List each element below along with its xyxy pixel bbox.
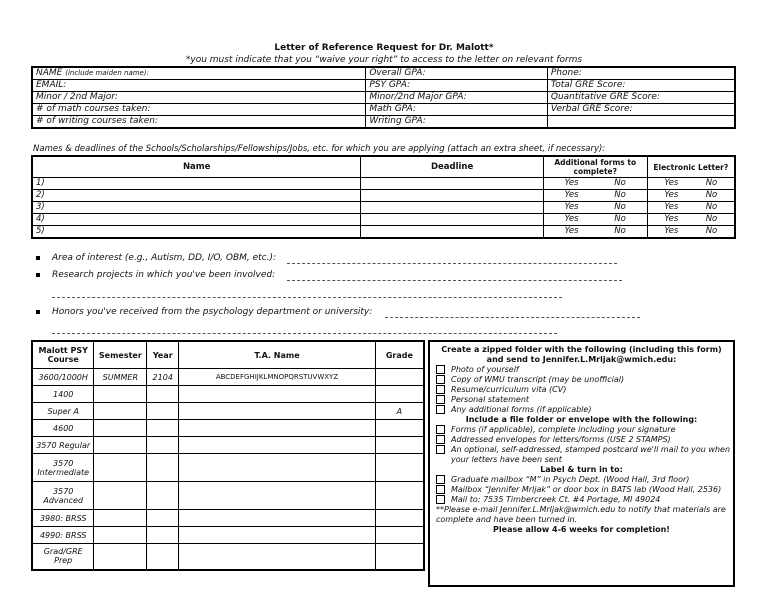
row-number[interactable]: 1) [32,178,361,190]
checklist-item[interactable]: Addressed envelopes for letters/forms (USE 2 STAMPS) [436,435,727,445]
checklist-item-continued: your letters have been sent [451,455,562,464]
checklist-item[interactable]: Any additional forms (if applicable) [436,405,727,415]
email-field[interactable]: EMAIL: [32,80,366,92]
empty-cell [547,116,735,129]
total-gre-field[interactable]: Total GRE Score: [547,80,735,92]
honors-bullet: Honors you've received from the psychology department or university: [36,307,372,317]
electronic-cell[interactable] [647,178,735,190]
checkbox-icon[interactable] [436,365,445,374]
table-row: 3600/1000H SUMMER 2104 ABCDEFGHIJKLMNOPQRSTUVWXYZ [32,369,424,386]
yes-option[interactable]: Yes [564,190,579,200]
yes-option[interactable]: Yes [664,202,679,212]
table-row: 3570 Advanced [32,482,424,510]
checkbox-icon[interactable] [436,435,445,444]
forms-cell[interactable] [543,190,647,202]
math-gpa-field[interactable]: Math GPA: [366,104,548,116]
no-option[interactable]: No [705,178,718,188]
table-row: 3980: BRSS [32,510,424,527]
table-row: Grad/GRE Prep [32,544,424,570]
forms-cell[interactable] [543,178,647,190]
checklist-heading-folder: Include a file folder or envelope with the following: [465,415,698,424]
checkbox-icon[interactable] [436,445,445,454]
yes-option[interactable]: Yes [564,202,579,212]
row-number[interactable]: 3) [32,202,361,214]
math-courses-field[interactable]: # of math courses taken: [32,104,366,116]
no-option[interactable]: No [614,178,626,188]
checklist-item[interactable]: Graduate mailbox “M” in Psych Dept. (Wood Hall, 3rd floor) [436,475,727,485]
deadline-cell[interactable] [361,226,543,239]
research-answer-line[interactable] [287,279,622,281]
email-note: **Please e-mail Jennifer.L.Mrljak@wmich.edu to notify that materials are complete and have been turned in. [436,505,726,524]
table-row: Super A A [32,403,424,420]
no-option[interactable]: No [705,202,718,212]
writing-courses-field[interactable]: # of writing courses taken: [32,116,366,129]
electronic-cell[interactable] [647,214,735,226]
yes-option[interactable]: Yes [564,226,579,236]
yes-option[interactable]: Yes [664,190,679,200]
psy-gpa-field[interactable]: PSY GPA: [366,80,548,92]
electronic-cell[interactable] [647,190,735,202]
interest-answer-line[interactable] [287,262,617,264]
research-answer-line-2[interactable] [52,296,562,298]
checkbox-icon[interactable] [436,385,445,394]
table-row: 1400 [32,386,424,403]
table-row [32,178,735,190]
deadline-cell[interactable] [361,178,543,190]
forms-cell[interactable] [543,226,647,239]
table-row: 3570 Regular [32,437,424,454]
no-option[interactable]: No [614,190,626,200]
table-row [32,190,735,202]
yes-option[interactable]: Yes [664,214,679,224]
research-bullet: Research projects in which you've been involved: [36,270,275,280]
checklist-item[interactable]: Photo of yourself [436,365,727,375]
col-forms: Additional forms to complete? [543,156,647,178]
writing-gpa-field[interactable]: Writing GPA: [366,116,548,129]
checklist-item[interactable]: Forms (if applicable), complete including your signature [436,425,727,435]
col-course: Malott PSY Course [32,341,94,369]
bullet-icon [36,310,40,314]
electronic-cell[interactable] [647,226,735,239]
checkbox-icon[interactable] [436,405,445,414]
checkbox-icon[interactable] [436,485,445,494]
deadline-cell[interactable] [361,202,543,214]
yes-option[interactable]: Yes [664,178,679,188]
table-row [32,214,735,226]
col-electronic: Electronic Letter? [647,156,735,178]
col-year: Year [147,341,179,369]
checklist-heading-zip: Create a zipped folder with the following (including this form) and send to Jennifer.L.Mrljak@wmich.edu: [441,345,722,364]
checkbox-icon[interactable] [436,475,445,484]
applicant-info-table [31,66,736,129]
submission-checklist [428,340,735,587]
checkbox-icon[interactable] [436,395,445,404]
checklist-heading-turn-in: Label & turn in to: [540,465,623,474]
no-option[interactable]: No [705,214,718,224]
no-option[interactable]: No [705,190,718,200]
overall-gpa-field[interactable]: Overall GPA: [366,67,548,80]
row-number[interactable]: 5) [32,226,361,239]
table-row [32,202,735,214]
no-option[interactable]: No [705,226,718,236]
phone-field[interactable]: Phone: [547,67,735,80]
table-row: 3570 Intermediate [32,454,424,482]
yes-option[interactable]: Yes [564,214,579,224]
checkbox-icon[interactable] [436,425,445,434]
quant-gre-field[interactable]: Quantitative GRE Score: [547,92,735,104]
col-deadline: Deadline [361,156,543,178]
schools-intro: Names & deadlines of the Schools/Scholarships/Fellowships/Jobs, etc. for which you are applying (attach an extra sheet, if necessary): [33,144,606,154]
checklist-item[interactable]: Copy of WMU transcript (may be unofficial) [436,375,727,385]
row-number[interactable]: 4) [32,214,361,226]
checklist-item[interactable]: Personal statement [436,395,727,405]
page-subtitle: *you must indicate that you “waive your right” to access to the letter on relevant forms [185,55,583,65]
col-name: Name [32,156,361,178]
table-row [32,226,735,239]
checklist-item[interactable]: Resume/curriculum vita (CV) [436,385,727,395]
no-option[interactable]: No [614,226,626,236]
no-option[interactable]: No [614,214,626,224]
bullet-icon [36,273,40,277]
col-semester: Semester [94,341,147,369]
checklist-item[interactable]: Mailbox “Jennifer Mrljak” or door box in BATS lab (Wood Hall, 2536) [436,485,727,495]
col-ta: T.A. Name [179,341,376,369]
forms-cell[interactable] [543,202,647,214]
bullet-icon [36,256,40,260]
checkbox-icon[interactable] [436,375,445,384]
checklist-item[interactable]: Mail to: 7535 Timbercreek Ct. #4 Portage, MI 49024 [436,495,727,505]
table-row: 4600 [32,420,424,437]
yes-option[interactable]: Yes [664,226,679,236]
courses-table [31,340,425,571]
minor-gpa-field[interactable]: Minor/2nd Major GPA: [366,92,548,104]
schools-table [31,155,736,239]
yes-option[interactable]: Yes [564,178,579,188]
honors-answer-line-2[interactable] [52,332,557,334]
col-grade: Grade [375,341,424,369]
deadline-cell[interactable] [361,214,543,226]
minor-major-field[interactable]: Minor / 2nd Major: [32,92,366,104]
forms-cell[interactable] [543,214,647,226]
no-option[interactable]: No [614,202,626,212]
table-row: 4990: BRSS [32,527,424,544]
checklist-item[interactable]: An optional, self-addressed, stamped postcard we'll mail to you when [436,445,727,455]
checkbox-icon[interactable] [436,495,445,504]
page-title: Letter of Reference Request for Dr. Malott* [274,43,494,53]
electronic-cell[interactable] [647,202,735,214]
deadline-cell[interactable] [361,190,543,202]
row-number[interactable]: 2) [32,190,361,202]
name-field[interactable]: NAME (include maiden name): [32,67,366,80]
interest-bullet: Area of interest (e.g., Autism, DD, I/O, OBM, etc.): [36,253,276,263]
completion-note: Please allow 4-6 weeks for completion! [493,525,670,534]
verbal-gre-field[interactable]: Verbal GRE Score: [547,104,735,116]
honors-answer-line[interactable] [385,316,640,318]
